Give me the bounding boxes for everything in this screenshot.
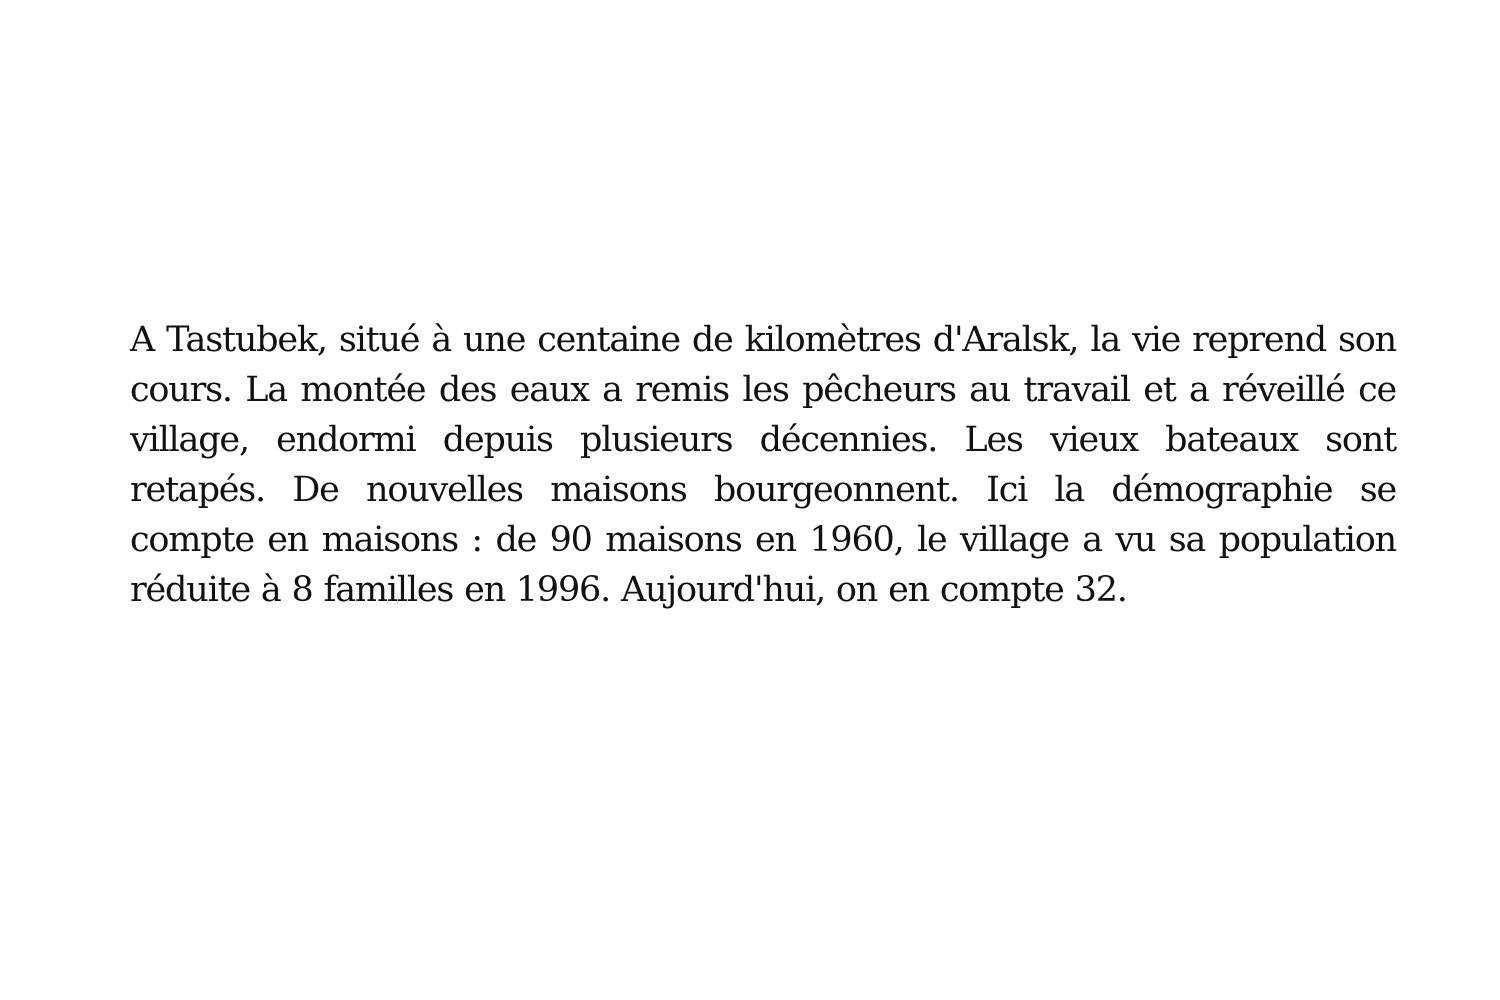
body-paragraph: A Tastubek, situé à une centaine de kilomètres d'Aralsk, la vie reprend son cours. La montée des eaux a remis les pêcheurs au travail et a réveillé ce village, endormi depuis plusieurs décennies. Les vieux bateaux sont retapés. De nouvelles maisons bourgeonnent. Ici la démographie se compte en maisons : de 90 maisons en 1960, le village a vu sa population réduite à 8 familles en 1996. Aujourd'hui, on en compte 32. [130, 320, 1396, 610]
